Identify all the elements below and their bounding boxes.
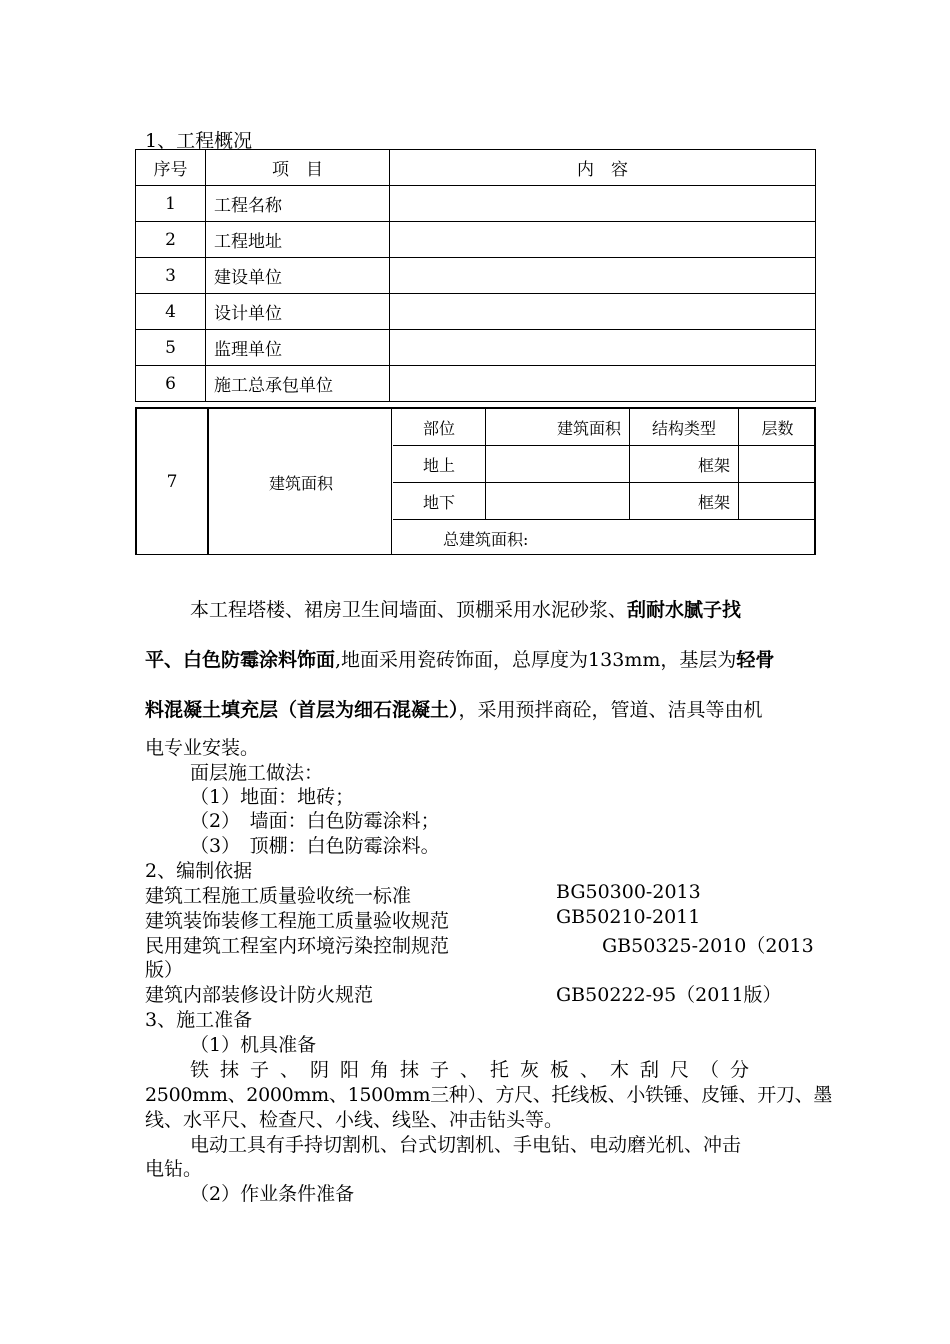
row-part: 地上	[393, 446, 486, 483]
row-area	[486, 446, 630, 483]
table-row	[136, 186, 816, 222]
row-item: 工程地址	[206, 222, 390, 258]
standard-name: 建筑工程施工质量验收统一标准	[145, 885, 412, 907]
standard-name: 建筑内部装修设计防火规范	[145, 984, 374, 1006]
row-item: 建设单位	[206, 258, 390, 294]
table-row	[136, 258, 816, 294]
standard-code: BG50300-2013	[556, 881, 701, 903]
standard-code: GB50210-2011	[556, 906, 701, 928]
text-segment-bold: 料混凝土填充层（首层为细石混凝土）	[145, 699, 459, 721]
tools-line: 线、水平尺、检查尺、小线、线坠、冲击钻头等。	[145, 1109, 564, 1131]
text-segment-bold: 平、白色防霉涂料饰面	[145, 649, 336, 671]
subsection-title: （1）机具准备	[190, 1034, 317, 1056]
standard-code: GB50325-2010（2013	[602, 935, 814, 957]
table-header-row	[393, 409, 816, 446]
row-seq: 7	[166, 472, 178, 492]
row-floors	[739, 483, 817, 520]
row-content	[390, 366, 816, 402]
table-row	[136, 222, 816, 258]
header-seq: 序号	[136, 150, 206, 186]
building-area-label: 建筑面积	[268, 473, 333, 493]
row-part: 地下	[393, 483, 486, 520]
text-segment-bold: 刮耐水腻子找	[627, 599, 742, 621]
header-content: 内 容	[390, 150, 816, 186]
header-floors: 层数	[739, 409, 817, 446]
standard-name: 民用建筑工程室内环境污染控制规范	[145, 935, 450, 957]
power-tools-line: 电动工具有手持切割机、台式切割机、手电钻、电动磨光机、冲击	[190, 1134, 742, 1156]
header-part: 部位	[393, 409, 486, 446]
row-seq: 5	[136, 330, 206, 366]
row-seq: 4	[136, 294, 206, 330]
text-segment: ,地面采用瓷砖饰面，总厚度为133mm，基层为	[335, 649, 737, 671]
section-2-title: 2、编制依据	[145, 860, 253, 882]
row-item: 施工总承包单位	[206, 366, 390, 402]
row-seq: 6	[136, 366, 206, 402]
tools-line: 铁抹子、阴阳角抹子、托灰板、木刮尺（分	[190, 1059, 761, 1081]
row-seq: 3	[136, 258, 206, 294]
table-row	[136, 330, 816, 366]
building-area-table	[135, 407, 816, 555]
text-segment: 本工程塔楼、裙房卫生间墙面、顶棚采用水泥砂浆、	[190, 599, 628, 621]
table-row	[393, 446, 816, 483]
row-floors	[739, 446, 817, 483]
power-tools-line: 电钻。	[145, 1158, 203, 1180]
row-structure: 框架	[630, 446, 739, 483]
row-content	[390, 186, 816, 222]
text-segment-bold: 轻骨	[736, 649, 775, 671]
section-3-title: 3、施工准备	[145, 1009, 253, 1031]
section-1-title: 1、工程概况	[145, 130, 253, 152]
surface-item: （3） 顶棚：白色防霉涂料。	[190, 835, 440, 857]
total-area: 总建筑面积:	[393, 520, 816, 557]
header-item: 项 目	[206, 150, 390, 186]
header-area: 建筑面积	[486, 409, 630, 446]
surface-title: 面层施工做法：	[190, 762, 324, 784]
paragraph-line	[145, 645, 774, 672]
row-item: 监理单位	[206, 330, 390, 366]
tools-line: 2500mm、2000mm、1500mm三种）、方尺、托线板、小铁锤、皮锤、开刀、墨	[145, 1084, 833, 1106]
table-row	[136, 294, 816, 330]
row-item: 工程名称	[206, 186, 390, 222]
row-content	[390, 330, 816, 366]
row-seq: 1	[136, 186, 206, 222]
area-detail-table	[393, 409, 816, 556]
standard-name: 建筑装饰装修工程施工质量验收规范	[145, 910, 450, 932]
surface-item: （1）地面：地砖；	[190, 786, 355, 808]
standard-code: GB50222-95（2011版）	[556, 984, 782, 1006]
standard-code-tail: 版）	[145, 959, 184, 981]
table-header-row	[136, 150, 816, 186]
paragraph-line: 电专业安装。	[145, 737, 260, 759]
paragraph-line	[190, 595, 741, 622]
row-content	[390, 258, 816, 294]
surface-item: （2） 墙面：白色防霉涂料；	[190, 810, 440, 832]
row-seq: 2	[136, 222, 206, 258]
row-item: 设计单位	[206, 294, 390, 330]
row-content	[390, 222, 816, 258]
table-row	[393, 483, 816, 520]
project-overview-table	[135, 149, 816, 402]
row-area	[486, 483, 630, 520]
header-structure: 结构类型	[630, 409, 739, 446]
text-segment: ，采用预拌商砼，管道、洁具等由机	[458, 699, 763, 721]
subsection-title: （2）作业条件准备	[190, 1183, 355, 1205]
row-content	[390, 294, 816, 330]
table-row	[393, 520, 816, 557]
row-structure: 框架	[630, 483, 739, 520]
table-row	[136, 366, 816, 402]
paragraph-line	[145, 695, 763, 722]
